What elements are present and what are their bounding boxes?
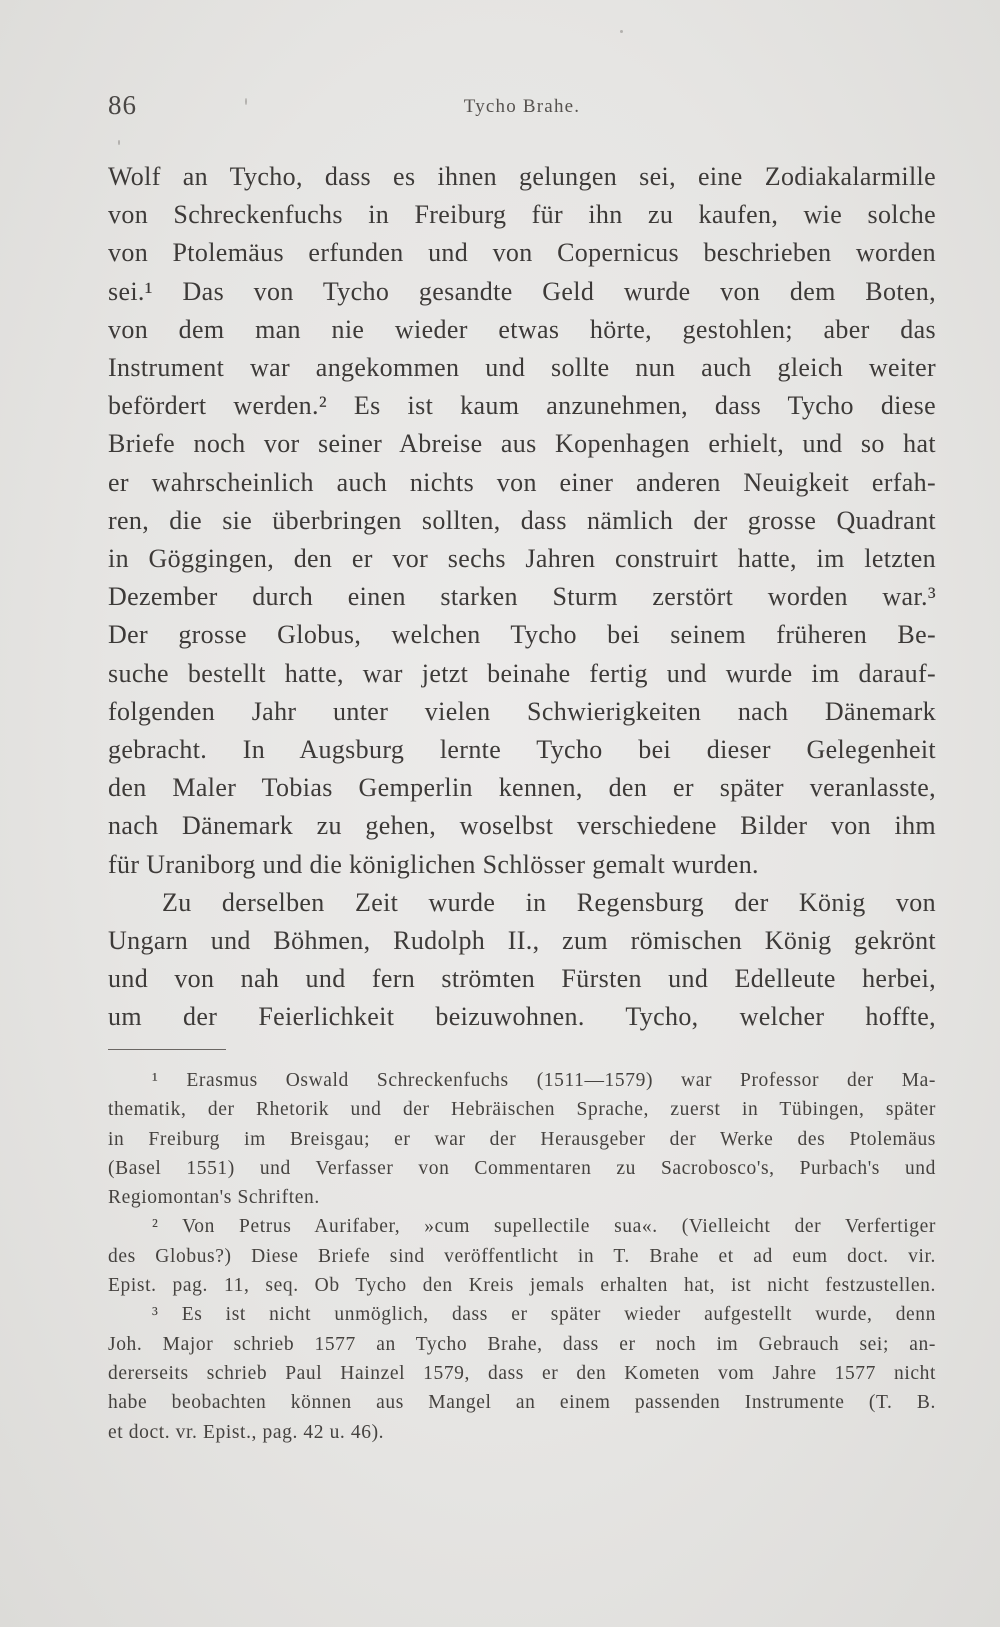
- text-line: Instrument war angekommen und sollte nun auch gleich weiter: [108, 353, 936, 383]
- text-line: Der grosse Globus, welchen Tycho bei seinem früheren Be-: [108, 620, 936, 650]
- page-number: 86: [108, 90, 137, 120]
- text-line: um der Feierlichkeit beizuwohnen. Tycho, welcher hoffte,: [108, 1002, 936, 1032]
- footnote-1-line: thematik, der Rhetorik und der Hebräischen Sprache, zuerst in Tübingen, später: [108, 1099, 936, 1121]
- footnote-3-line: Joh. Major schrieb 1577 an Tycho Brahe, dass er noch im Gebrauch sei; an-: [108, 1333, 936, 1355]
- footnote-3-line: dererseits schrieb Paul Hainzel 1579, dass er den Kometen vom Jahre 1577 nicht: [108, 1362, 936, 1384]
- text-line: gebracht. In Augsburg lernte Tycho bei dieser Gelegenheit: [108, 735, 936, 765]
- text-line: den Maler Tobias Gemperlin kennen, den er später veranlasste,: [108, 773, 936, 803]
- text-line: Briefe noch vor seiner Abreise aus Kopenhagen erhielt, und so hat: [108, 429, 936, 459]
- text-line: für Uraniborg und die königlichen Schlösser gemalt wurden.: [108, 849, 759, 879]
- paragraph-start-line: Zu derselben Zeit wurde in Regensburg der König von: [162, 887, 936, 917]
- main-text: [108, 158, 936, 1037]
- paper-speck: [620, 30, 623, 33]
- footnote-3-line: habe beobachten können aus Mangel an einem passenden Instrumente (T. B.: [108, 1392, 936, 1414]
- footnote-2-line: Epist. pag. 11, seq. Ob Tycho den Kreis jemals erhalten hat, ist nicht festzustellen.: [108, 1275, 936, 1297]
- footnote-1-line: ¹ Erasmus Oswald Schreckenfuchs (1511—1579) war Professor der Ma-: [152, 1070, 936, 1091]
- footnote-2-line: des Globus?) Diese Briefe sind veröffentlicht in T. Brahe et ad eum doct. vir.: [108, 1245, 936, 1267]
- text-line: in Göggingen, den er vor sechs Jahren construirt hatte, im letzten: [108, 544, 936, 574]
- text-line: nach Dänemark zu gehen, woselbst verschiedene Bilder von ihm: [108, 811, 936, 841]
- text-line: Wolf an Tycho, dass es ihnen gelungen sei, eine Zodiakalarmille: [108, 162, 936, 191]
- footnote-2-line: ² Von Petrus Aurifaber, »cum supellectile sua«. (Vielleicht der Verfertiger: [152, 1216, 936, 1238]
- paper-speck: [118, 140, 120, 145]
- text-line: Ungarn und Böhmen, Rudolph II., zum römischen König gekrönt: [108, 926, 936, 956]
- footnote-3-line: ³ Es ist nicht unmöglich, dass er später wieder aufgestellt wurde, denn: [152, 1304, 936, 1326]
- text-line: suche bestellt hatte, war jetzt beinahe fertig und wurde im darauf-: [108, 658, 936, 688]
- text-line: er wahrscheinlich auch nichts von einer anderen Neuigkeit erfah-: [108, 467, 936, 497]
- text-line: Dezember durch einen starken Sturm zerstört worden war.³: [108, 582, 936, 612]
- footnote-3-line: et doct. vr. Epist., pag. 42 u. 46).: [108, 1421, 385, 1443]
- footnotes: [108, 1066, 936, 1447]
- text-line: von Schreckenfuchs in Freiburg für ihn zu kaufen, wie solche: [108, 200, 936, 230]
- running-title: Tycho Brahe.: [463, 96, 581, 117]
- footnote-separator: [108, 1049, 226, 1050]
- footnote-1-line: (Basel 1551) und Verfasser von Commentaren zu Sacrobosco's, Purbach's und: [108, 1157, 936, 1179]
- text-line: von Ptolemäus erfunden und von Copernicus beschrieben worden: [108, 238, 936, 268]
- text-line: befördert werden.² Es ist kaum anzunehmen, dass Tycho diese: [108, 391, 936, 421]
- paper-speck: [245, 98, 247, 105]
- footnote-1-line: Regiomontan's Schriften.: [108, 1187, 320, 1209]
- footnote-1-line: in Freiburg im Breisgau; er war der Herausgeber der Werke des Ptolemäus: [108, 1128, 936, 1150]
- text-line: folgenden Jahr unter vielen Schwierigkeiten nach Dänemark: [108, 696, 936, 726]
- text-line: von dem man nie wieder etwas hörte, gestohlen; aber das: [108, 314, 936, 344]
- text-line: und von nah und fern strömten Fürsten und Edelleute herbei,: [108, 964, 936, 994]
- text-line: sei.¹ Das von Tycho gesandte Geld wurde von dem Boten,: [108, 276, 936, 306]
- page-header: [108, 88, 936, 128]
- text-line: ren, die sie überbringen sollten, dass nämlich der grosse Quadrant: [108, 505, 936, 535]
